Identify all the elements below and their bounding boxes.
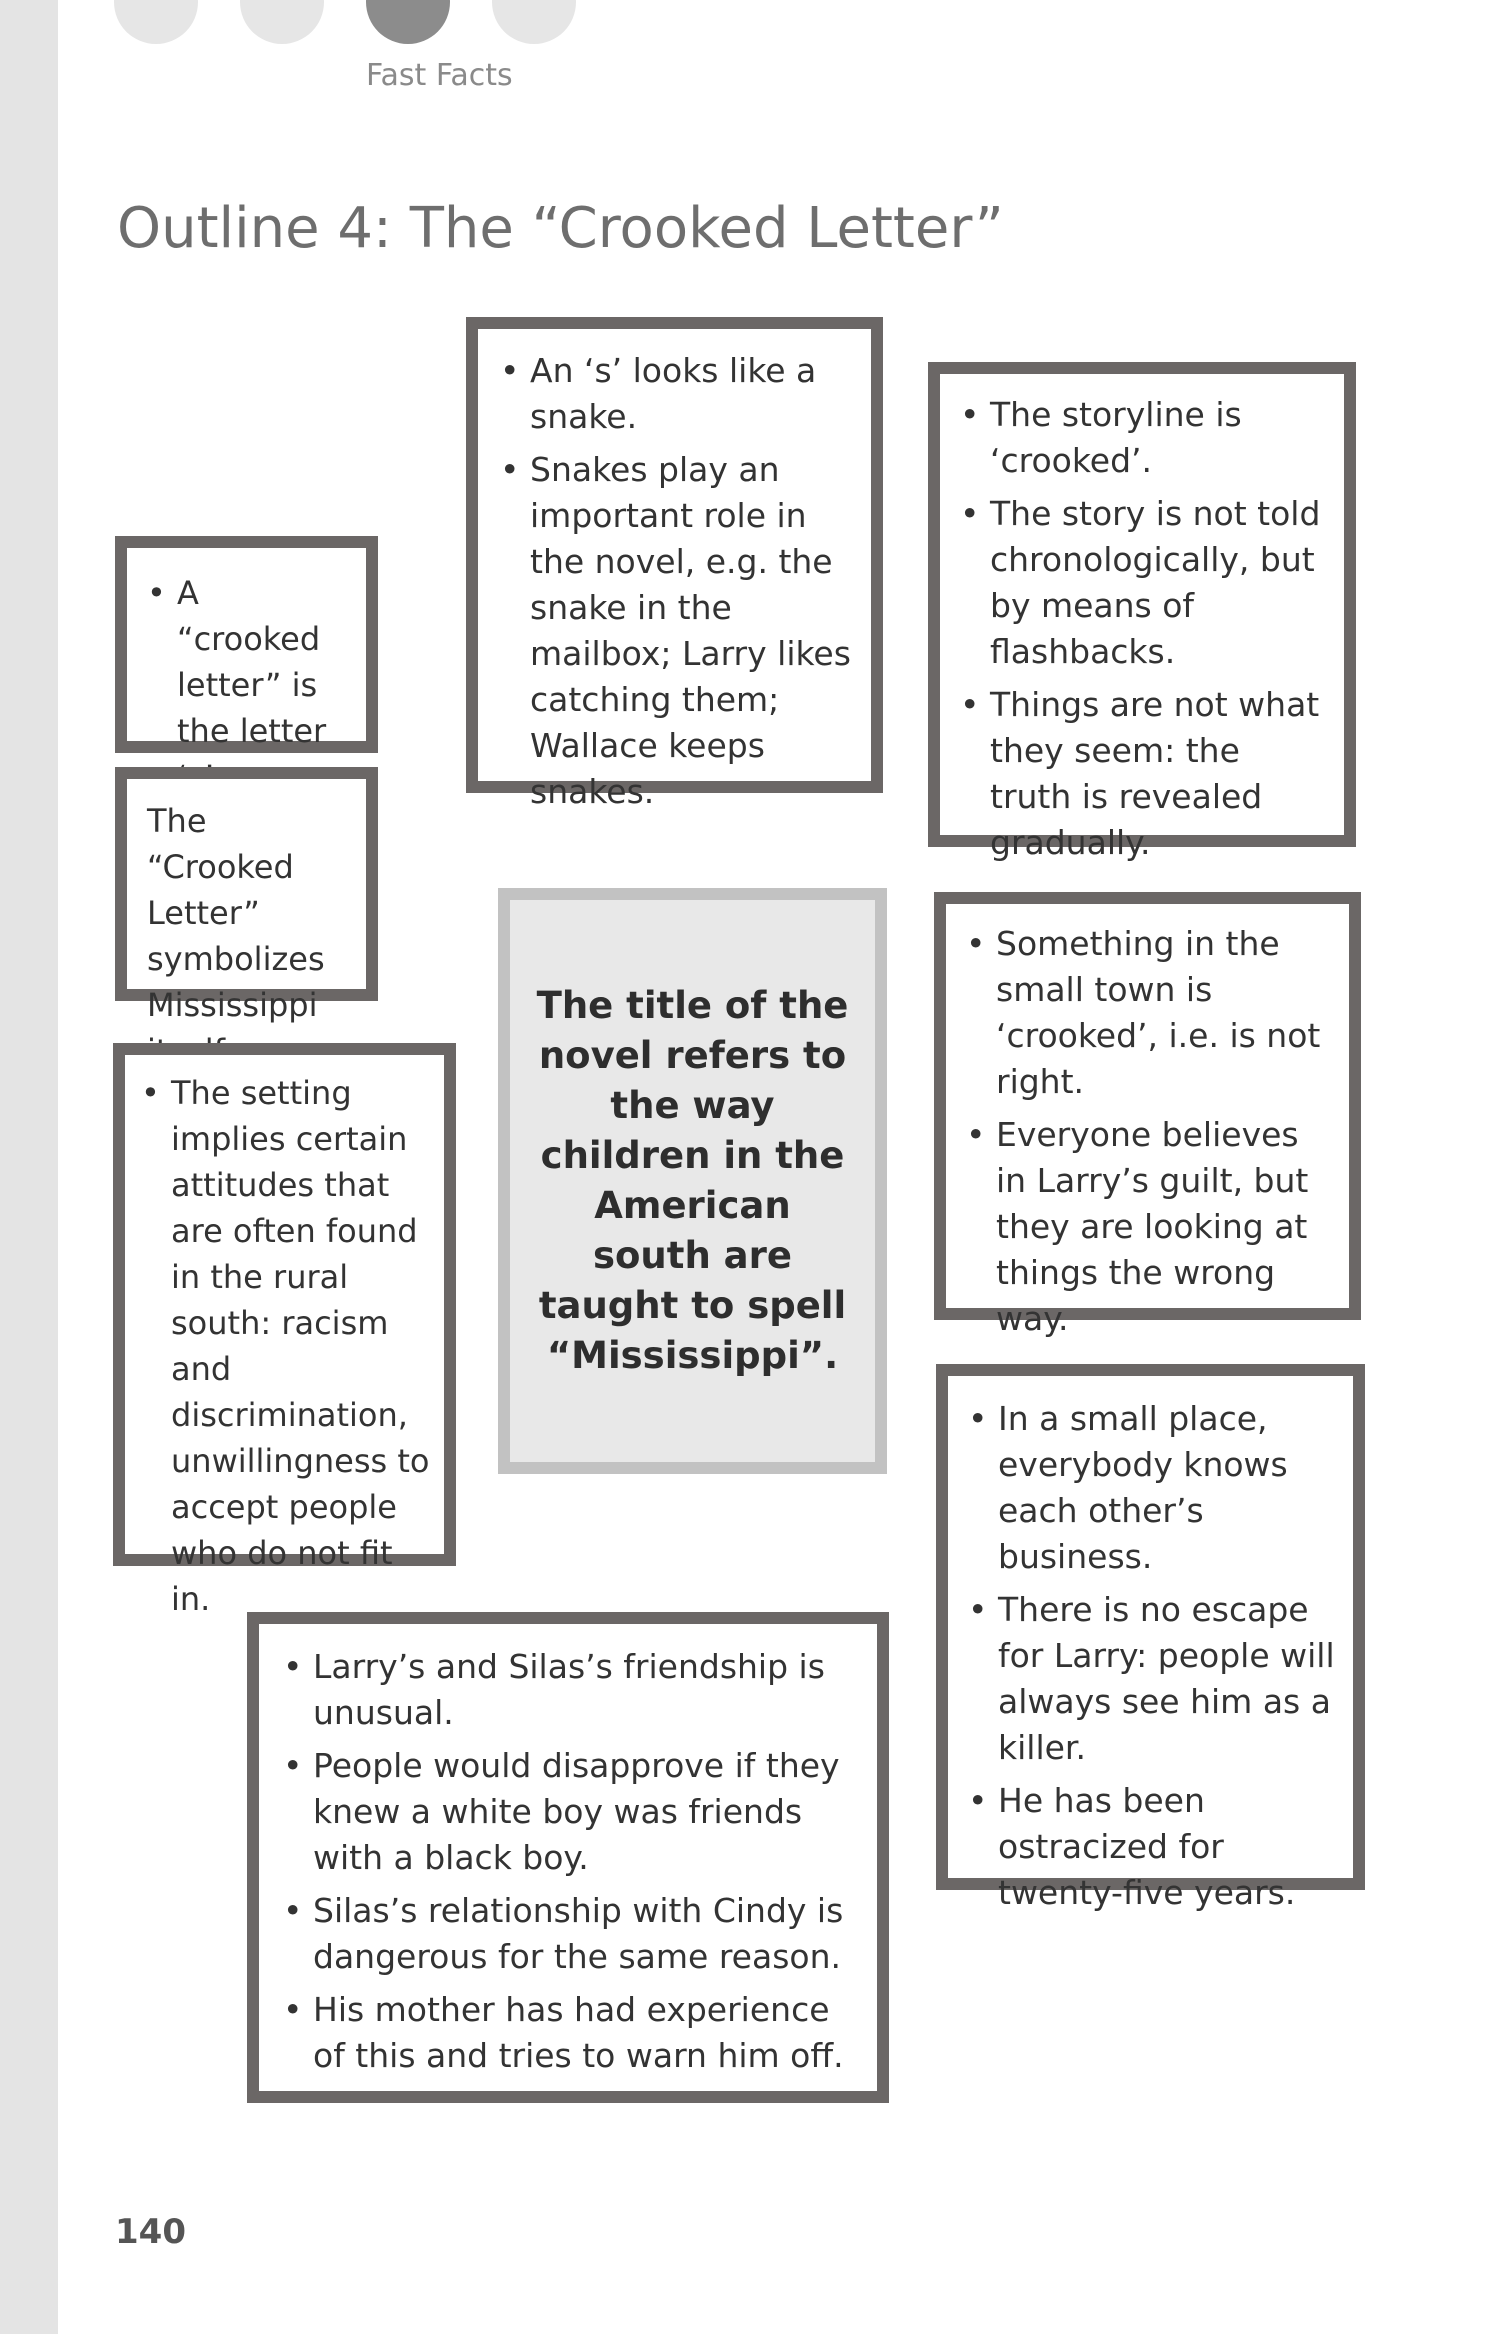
section-dot-4: [492, 0, 576, 44]
list-item: • In a small place, everybody knows each other’s business.: [966, 1396, 1339, 1580]
list-item: • The storyline is ‘crooked’.: [958, 392, 1328, 484]
list-item: • Things are not what they seem: the truth is revealed gradually.: [958, 682, 1328, 866]
friendship-box: [247, 1612, 889, 2103]
list-item: • Everyone believes in Larry’s guilt, but they are looking at things the wrong way.: [964, 1112, 1333, 1342]
page-margin-strip: [0, 0, 58, 2334]
list-item: • A “crooked letter” is the letter: [145, 570, 352, 800]
list-item: • The setting implies certain attitudes that are often found in the rural south: racism and discrimination, unwillingness to accept people who do not fit in.: [139, 1070, 434, 1622]
section-dot-3-active: [366, 0, 450, 44]
page-title: Outline 4: The “Crooked Letter”: [117, 196, 1004, 261]
crooked-letter-box: [115, 536, 378, 753]
list-item: • Snakes play an important role in the novel, e.g. the snake in the mailbox; Larry likes catching them; Wallace keeps snakes.: [498, 447, 853, 815]
list-item: • Larry’s and Silas’s friendship is unusual.: [281, 1644, 855, 1736]
town-box: [934, 892, 1361, 1338]
list-item: • He has been ostracized for twenty-five years.: [966, 1778, 1339, 1916]
center-callout-text: The title of the novel refers to the way children in the American south are taught to spell “Mississippi”.: [536, 984, 849, 1377]
list-item: • Silas’s relationship with Cindy is dangerous for the same reason.: [281, 1888, 855, 1980]
box-text: The “Crooked Letter” symbolizes Mississippi: [147, 802, 325, 1024]
setting-box: [113, 1043, 456, 1618]
snake-box: [466, 317, 883, 811]
list-item: • There is no escape for Larry: people will always see him as a killer.: [966, 1587, 1339, 1771]
list-item: • An ‘s’ looks like a snake.: [498, 348, 853, 440]
symbolizes-box: [115, 767, 378, 1024]
page-number: 140: [115, 2212, 186, 2252]
small-place-box: [936, 1364, 1365, 1912]
list-item: • His mother has had experience of this and tries to warn him off.: [281, 1987, 855, 2079]
section-dot-2: [240, 0, 324, 44]
list-item: • People would disapprove if they knew a white boy was friends with a black boy.: [281, 1743, 855, 1881]
list-item: • Something in the small town is ‘crooked’, i.e. is not right.: [964, 921, 1333, 1105]
section-label: Fast Facts: [366, 58, 513, 93]
section-dot-1: [114, 0, 198, 44]
center-callout: [498, 888, 887, 1474]
storyline-box: [928, 362, 1356, 862]
list-item: • The story is not told chronologically, but by means of flashbacks.: [958, 491, 1328, 675]
